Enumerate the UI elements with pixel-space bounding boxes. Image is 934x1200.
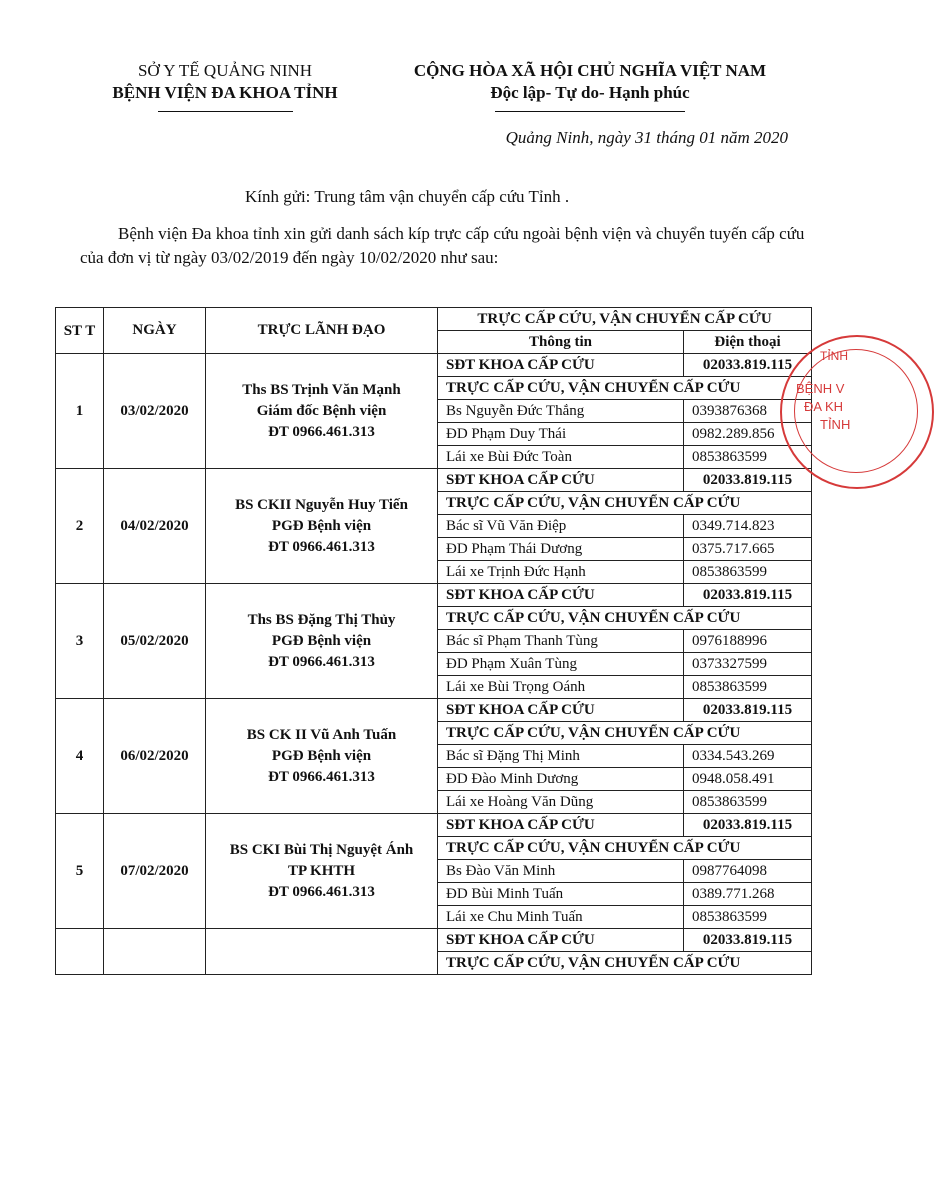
row-date: 04/02/2020 xyxy=(104,469,206,584)
duty-label: TRỰC CẤP CỨU, VẬN CHUYỂN CẤP CỨU xyxy=(438,607,812,630)
staff-name: ĐD Bùi Minh Tuấn xyxy=(438,883,684,906)
hotline-label: SĐT KHOA CẤP CỨU xyxy=(438,584,684,607)
issuer-hospital: BỆNH VIỆN ĐA KHOA TỈNH xyxy=(112,83,338,102)
staff-name: ĐD Đào Minh Dương xyxy=(438,768,684,791)
hotline-number: 02033.819.115 xyxy=(684,354,812,377)
staff-name: Bs Đào Văn Minh xyxy=(438,860,684,883)
greeting: Kính gửi: Trung tâm vận chuyển cấp cứu Tỉnh . xyxy=(245,187,570,206)
staff-name: Lái xe Chu Minh Tuấn xyxy=(438,906,684,929)
staff-phone: 0373327599 xyxy=(684,653,812,676)
staff-phone: 0375.717.665 xyxy=(684,538,812,561)
table-row xyxy=(56,929,812,952)
hotline-label: SĐT KHOA CẤP CỨU xyxy=(438,354,684,377)
row-leader xyxy=(206,469,438,584)
row-leader xyxy=(206,929,438,975)
row-leader xyxy=(206,354,438,469)
duty-label: TRỰC CẤP CỨU, VẬN CHUYỂN CẤP CỨU xyxy=(438,722,812,745)
table-row xyxy=(56,699,812,722)
header-stt: ST T xyxy=(56,308,104,354)
intro-paragraph: Bệnh viện Đa khoa tỉnh xin gửi danh sách kíp trực cấp cứu ngoài bệnh viện và chuyển tuyến cấp cứu của đơn vị từ ngày 03/02/2019 đến ngày 10/02/2020 như sau: xyxy=(80,224,805,267)
leader-line: ĐT 0966.461.313 xyxy=(268,538,375,555)
leader-line: Giám đốc Bệnh viện xyxy=(256,402,387,419)
staff-phone: 0853863599 xyxy=(684,446,812,469)
staff-phone: 0853863599 xyxy=(684,906,812,929)
leader-line: PGĐ Bệnh viện xyxy=(271,632,372,649)
duty-label: TRỰC CẤP CỨU, VẬN CHUYỂN CẤP CỨU xyxy=(438,952,812,975)
hotline-label: SĐT KHOA CẤP CỨU xyxy=(438,929,684,952)
staff-phone: 0976188996 xyxy=(684,630,812,653)
duty-label: TRỰC CẤP CỨU, VẬN CHUYỂN CẤP CỨU xyxy=(438,377,812,400)
row-leader xyxy=(206,584,438,699)
table-row xyxy=(56,814,812,837)
row-date xyxy=(104,929,206,975)
header-duty: TRỰC CẤP CỨU, VẬN CHUYỂN CẤP CỨU xyxy=(438,308,812,331)
staff-name: Bác sĩ Phạm Thanh Tùng xyxy=(438,630,684,653)
leader-line: PGĐ Bệnh viện xyxy=(271,747,372,764)
row-date: 06/02/2020 xyxy=(104,699,206,814)
staff-name: Bs Nguyễn Đức Thắng xyxy=(438,400,684,423)
row-stt: 5 xyxy=(56,814,104,929)
hotline-number: 02033.819.115 xyxy=(684,469,812,492)
staff-phone: 0349.714.823 xyxy=(684,515,812,538)
hotline-number: 02033.819.115 xyxy=(684,814,812,837)
row-date: 07/02/2020 xyxy=(104,814,206,929)
date-line: Quảng Ninh, ngày 31 tháng 01 năm 2020 xyxy=(505,128,788,147)
leader-line: Ths BS Đặng Thị Thủy xyxy=(247,611,396,628)
staff-phone: 0987764098 xyxy=(684,860,812,883)
header-leader: TRỰC LÃNH ĐẠO xyxy=(206,308,438,354)
duty-label: TRỰC CẤP CỨU, VẬN CHUYỂN CẤP CỨU xyxy=(438,492,812,515)
hotline-label: SĐT KHOA CẤP CỨU xyxy=(438,469,684,492)
row-stt: 2 xyxy=(56,469,104,584)
leader-line: ĐT 0966.461.313 xyxy=(268,768,375,785)
leader-line: BS CK II Vũ Anh Tuấn xyxy=(246,726,397,743)
table-row xyxy=(56,469,812,492)
staff-phone: 0334.543.269 xyxy=(684,745,812,768)
row-leader xyxy=(206,699,438,814)
row-stt: 1 xyxy=(56,354,104,469)
duty-label: TRỰC CẤP CỨU, VẬN CHUYỂN CẤP CỨU xyxy=(438,837,812,860)
row-leader xyxy=(206,814,438,929)
staff-phone: 0853863599 xyxy=(684,791,812,814)
staff-name: Bác sĩ Đặng Thị Minh xyxy=(438,745,684,768)
table-row xyxy=(56,354,812,377)
header-phone: Điện thoại xyxy=(684,331,812,354)
table-row xyxy=(56,584,812,607)
header-info: Thông tin xyxy=(438,331,684,354)
staff-name: Lái xe Bùi Đức Toàn xyxy=(438,446,684,469)
hotline-number: 02033.819.115 xyxy=(684,584,812,607)
hotline-number: 02033.819.115 xyxy=(684,699,812,722)
staff-name: Lái xe Trịnh Đức Hạnh xyxy=(438,561,684,584)
row-stt: 4 xyxy=(56,699,104,814)
duty-schedule-table xyxy=(55,307,812,975)
red-seal-stamp: TỈNH BỆNH V ĐA KH TỈNH xyxy=(780,335,934,489)
staff-name: ĐD Phạm Duy Thái xyxy=(438,423,684,446)
national-title: CỘNG HÒA XÃ HỘI CHỦ NGHĨA VIỆT NAM xyxy=(413,61,767,80)
national-motto-block xyxy=(385,60,795,112)
issuer-underline xyxy=(158,111,293,112)
national-motto: Độc lập- Tự do- Hạnh phúc xyxy=(490,83,690,102)
staff-phone: 0948.058.491 xyxy=(684,768,812,791)
row-date: 03/02/2020 xyxy=(104,354,206,469)
leader-line: BS CKII Nguyễn Huy Tiến xyxy=(235,496,408,513)
hotline-label: SĐT KHOA CẤP CỨU xyxy=(438,699,684,722)
staff-name: Lái xe Bùi Trọng Oánh xyxy=(438,676,684,699)
motto-underline xyxy=(495,111,685,112)
hotline-label: SĐT KHOA CẤP CỨU xyxy=(438,814,684,837)
staff-name: Lái xe Hoàng Văn Dũng xyxy=(438,791,684,814)
staff-phone: 0982.289.856 xyxy=(684,423,812,446)
row-stt: 3 xyxy=(56,584,104,699)
staff-phone: 0389.771.268 xyxy=(684,883,812,906)
staff-phone: 0393876368 xyxy=(684,400,812,423)
issuer-block xyxy=(80,60,370,112)
leader-line: ĐT 0966.461.313 xyxy=(268,653,375,670)
staff-name: Bác sĩ Vũ Văn Điệp xyxy=(438,515,684,538)
leader-line: BS CKI Bùi Thị Nguyệt Ánh xyxy=(229,841,414,858)
leader-line: ĐT 0966.461.313 xyxy=(268,883,375,900)
row-date: 05/02/2020 xyxy=(104,584,206,699)
staff-name: ĐD Phạm Xuân Tùng xyxy=(438,653,684,676)
staff-name: ĐD Phạm Thái Dương xyxy=(438,538,684,561)
header-date: NGÀY xyxy=(104,308,206,354)
leader-line: PGĐ Bệnh viện xyxy=(271,517,372,534)
row-stt xyxy=(56,929,104,975)
staff-phone: 0853863599 xyxy=(684,561,812,584)
issuer-department: SỞ Y TẾ QUẢNG NINH xyxy=(137,61,313,80)
leader-line: ĐT 0966.461.313 xyxy=(268,423,375,440)
leader-line: Ths BS Trịnh Văn Mạnh xyxy=(242,381,401,398)
staff-phone: 0853863599 xyxy=(684,676,812,699)
leader-line: TP KHTH xyxy=(287,862,356,879)
hotline-number: 02033.819.115 xyxy=(684,929,812,952)
